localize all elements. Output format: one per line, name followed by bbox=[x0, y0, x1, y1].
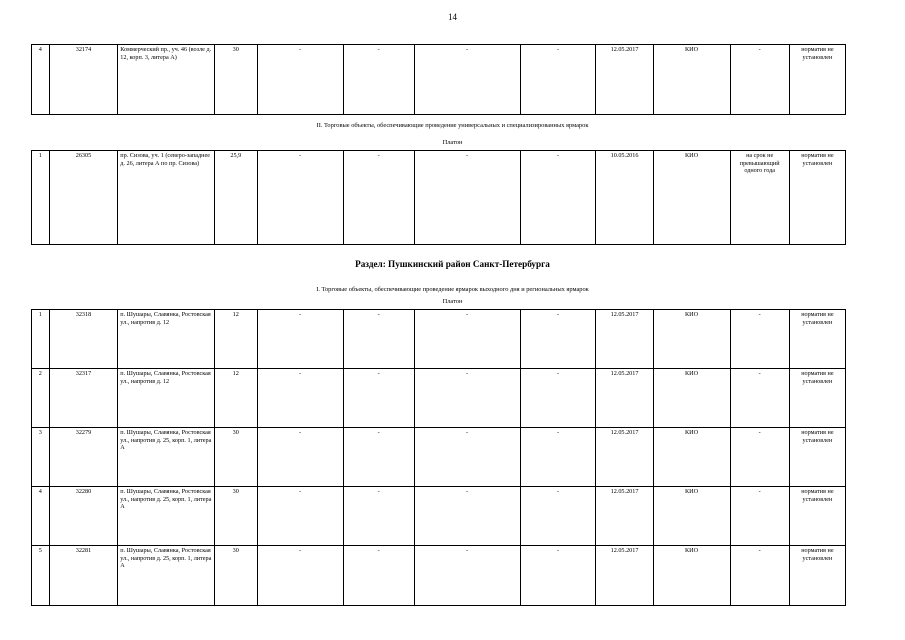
cell-col8: - bbox=[520, 487, 596, 546]
cell-number: 5 bbox=[32, 546, 50, 606]
cell-col7: - bbox=[414, 45, 520, 115]
cell-col6: - bbox=[343, 369, 414, 428]
cell-code: 32280 bbox=[49, 487, 118, 546]
cell-term: - bbox=[730, 546, 789, 606]
cell-col5: - bbox=[257, 310, 343, 369]
cell-authority: КИО bbox=[653, 546, 730, 606]
cell-date: 10.05.2016 bbox=[596, 151, 653, 245]
cell-number: 4 bbox=[32, 45, 50, 115]
cell-authority: КИО bbox=[653, 369, 730, 428]
cell-address: п. Шушары, Славянка, Ростовская ул., напротив д. 25, корп. 1, литера А bbox=[118, 428, 215, 487]
cell-col7: - bbox=[414, 487, 520, 546]
cell-col5: - bbox=[257, 487, 343, 546]
section-caption: I. Торговые объекты, обеспечивающие проведение ярмарок выходного дня и региональных ярмарок bbox=[316, 286, 589, 293]
cell-address: п. Шушары, Славянка, Ростовская ул., напротив д. 25, корп. 1, литера А bbox=[118, 487, 215, 546]
cell-number: 4 bbox=[32, 487, 50, 546]
cell-col8: - bbox=[520, 546, 596, 606]
table-fairs bbox=[31, 150, 846, 245]
cell-number: 1 bbox=[32, 151, 50, 245]
cell-date: 12.05.2017 bbox=[596, 428, 653, 487]
table-row bbox=[32, 369, 846, 428]
cell-address: пр. Сизова, уч. 1 (северо-западнее д. 26, литера А по пр. Сизова) bbox=[118, 151, 215, 245]
cell-address: п. Шушары, Славянка, Ростовская ул., напротив д. 12 bbox=[118, 310, 215, 369]
cell-area: 30 bbox=[214, 428, 257, 487]
cell-col6: - bbox=[343, 151, 414, 245]
cell-col5: - bbox=[257, 45, 343, 115]
cell-area: 12 bbox=[214, 310, 257, 369]
page-number: 14 bbox=[448, 12, 457, 22]
cell-term: - bbox=[730, 428, 789, 487]
cell-area: 12 bbox=[214, 369, 257, 428]
cell-col6: - bbox=[343, 487, 414, 546]
cell-col7: - bbox=[414, 369, 520, 428]
cell-norm: норматив не установлен bbox=[789, 428, 845, 487]
cell-col8: - bbox=[520, 310, 596, 369]
cell-col7: - bbox=[414, 428, 520, 487]
cell-address: п. Шушары, Славянка, Ростовская ул., напротив д. 25, корп. 1, литера А bbox=[118, 546, 215, 606]
cell-norm: норматив не установлен bbox=[789, 310, 845, 369]
cell-col8: - bbox=[520, 45, 596, 115]
cell-date: 12.05.2017 bbox=[596, 310, 653, 369]
block-caption: II. Торговые объекты, обеспечивающие проведение универсальных и специализированных ярмарок bbox=[316, 122, 589, 129]
table-row bbox=[32, 45, 846, 115]
cell-code: 32318 bbox=[49, 310, 118, 369]
cell-code: 32279 bbox=[49, 428, 118, 487]
cell-date: 12.05.2017 bbox=[596, 369, 653, 428]
cell-authority: КИО bbox=[653, 151, 730, 245]
cell-authority: КИО bbox=[653, 310, 730, 369]
block-sub-caption: Платон bbox=[442, 139, 463, 146]
cell-number: 3 bbox=[32, 428, 50, 487]
cell-term: - bbox=[730, 369, 789, 428]
cell-date: 12.05.2017 bbox=[596, 546, 653, 606]
cell-area: 25,9 bbox=[214, 151, 257, 245]
cell-norm: норматив не установлен bbox=[789, 45, 845, 115]
cell-col6: - bbox=[343, 546, 414, 606]
table-row bbox=[32, 428, 846, 487]
cell-number: 2 bbox=[32, 369, 50, 428]
cell-col6: - bbox=[343, 428, 414, 487]
cell-date: 12.05.2017 bbox=[596, 45, 653, 115]
table-top bbox=[31, 44, 846, 115]
cell-date: 12.05.2017 bbox=[596, 487, 653, 546]
cell-col7: - bbox=[414, 546, 520, 606]
cell-col5: - bbox=[257, 151, 343, 245]
table-row bbox=[32, 546, 846, 606]
section-title: Раздел: Пушкинский район Санкт-Петербурга bbox=[355, 259, 550, 269]
cell-code: 32281 bbox=[49, 546, 118, 606]
cell-col6: - bbox=[343, 45, 414, 115]
cell-authority: КИО bbox=[653, 45, 730, 115]
table-row bbox=[32, 310, 846, 369]
cell-authority: КИО bbox=[653, 428, 730, 487]
cell-col5: - bbox=[257, 428, 343, 487]
cell-address: п. Шушары, Славянка, Ростовская ул., напротив д. 12 bbox=[118, 369, 215, 428]
cell-term: - bbox=[730, 45, 789, 115]
cell-col5: - bbox=[257, 546, 343, 606]
table-row bbox=[32, 487, 846, 546]
cell-norm: норматив не установлен bbox=[789, 487, 845, 546]
cell-norm: норматив не установлен bbox=[789, 151, 845, 245]
cell-address: Коммерческий пр., уч. 46 (возле д. 12, корп. 3, литера А) bbox=[118, 45, 215, 115]
cell-number: 1 bbox=[32, 310, 50, 369]
cell-col7: - bbox=[414, 151, 520, 245]
cell-norm: норматив не установлен bbox=[789, 546, 845, 606]
cell-col7: - bbox=[414, 310, 520, 369]
cell-term: - bbox=[730, 310, 789, 369]
section-sub-caption: Платон bbox=[442, 298, 463, 305]
table-row bbox=[32, 151, 846, 245]
cell-code: 32317 bbox=[49, 369, 118, 428]
cell-col6: - bbox=[343, 310, 414, 369]
cell-code: 32174 bbox=[49, 45, 118, 115]
cell-col8: - bbox=[520, 369, 596, 428]
cell-area: 30 bbox=[214, 546, 257, 606]
cell-term: - bbox=[730, 487, 789, 546]
cell-norm: норматив не установлен bbox=[789, 369, 845, 428]
cell-col5: - bbox=[257, 369, 343, 428]
cell-code: 26305 bbox=[49, 151, 118, 245]
cell-area: 30 bbox=[214, 487, 257, 546]
cell-area: 30 bbox=[214, 45, 257, 115]
cell-col8: - bbox=[520, 428, 596, 487]
cell-col8: - bbox=[520, 151, 596, 245]
cell-authority: КИО bbox=[653, 487, 730, 546]
table-pushkin bbox=[31, 309, 846, 606]
cell-term: на срок не превышающий одного года bbox=[730, 151, 789, 245]
